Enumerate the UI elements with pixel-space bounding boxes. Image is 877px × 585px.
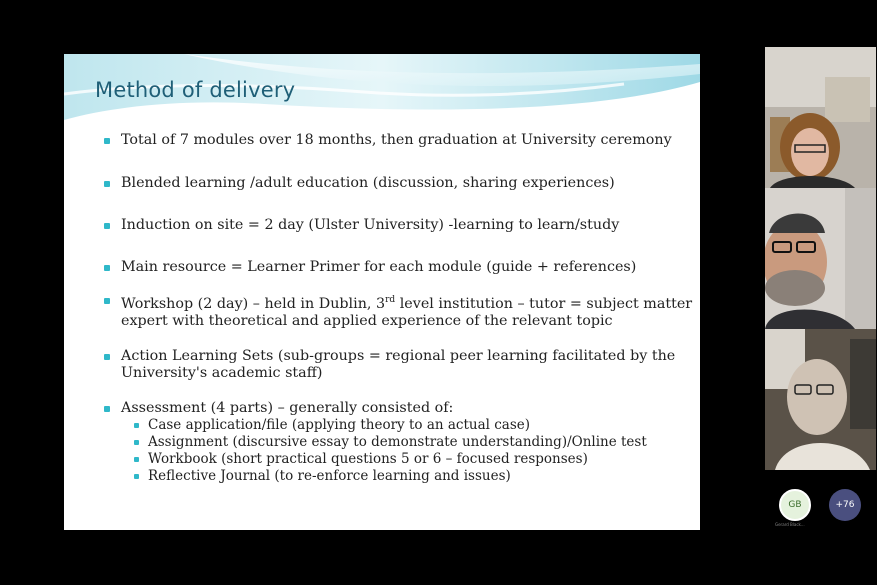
bullet-text: Total of 7 modules over 18 months, then graduation at University ceremony bbox=[121, 132, 672, 148]
participant-name-caption: Gerard Black... bbox=[775, 522, 805, 527]
bullet-text: Workshop (2 day) – held in Dublin, 3 bbox=[121, 295, 386, 312]
participant-video-3 bbox=[765, 329, 876, 470]
participant-avatar-gb[interactable] bbox=[779, 489, 811, 521]
video-tile-participant-1[interactable] bbox=[765, 47, 876, 188]
presentation-slide bbox=[64, 54, 700, 530]
bullet-item bbox=[104, 348, 696, 382]
bullet-item bbox=[104, 400, 696, 485]
bullet-item bbox=[104, 175, 696, 192]
sub-bullet-list bbox=[121, 417, 696, 485]
avatar-initials: GB bbox=[788, 500, 802, 510]
bullet-item bbox=[104, 217, 696, 234]
bullet-list bbox=[104, 132, 696, 485]
slide-title: Method of delivery bbox=[95, 78, 296, 102]
bullet-item bbox=[104, 292, 696, 330]
sub-bullet-item: Reflective Journal (to re-enforce learning and issues) bbox=[134, 468, 696, 485]
more-participants-count: +76 bbox=[835, 500, 855, 510]
bullet-text: Blended learning /adult education (discussion, sharing experiences) bbox=[121, 175, 615, 191]
participant-video-1 bbox=[765, 47, 876, 188]
sub-bullet-item: Assignment (discursive essay to demonstrate understanding)/Online test bbox=[134, 434, 696, 451]
participant-video-2 bbox=[765, 188, 876, 329]
bullet-item bbox=[104, 132, 696, 149]
bullet-text: Induction on site = 2 day (Ulster University) -learning to learn/study bbox=[121, 217, 620, 233]
bullet-text: Assessment (4 parts) – generally consisted of: bbox=[121, 399, 454, 416]
bullet-text: Action Learning Sets (sub-groups = regional peer learning facilitated by the University's academic staff) bbox=[121, 347, 676, 381]
bullet-item bbox=[104, 259, 696, 276]
bullet-text: level institution – tutor = subject matter expert with theoretical and applied experience of the relevant topic bbox=[121, 295, 693, 329]
participant-chips bbox=[775, 489, 875, 529]
video-tile-participant-3[interactable] bbox=[765, 329, 876, 470]
superscript: rd bbox=[385, 295, 396, 305]
sub-bullet-item: Workbook (short practical questions 5 or 6 – focused responses) bbox=[134, 451, 696, 468]
sub-bullet-item: Case application/file (applying theory to an actual case) bbox=[134, 417, 696, 434]
video-tile-participant-2[interactable] bbox=[765, 188, 876, 329]
more-participants-button[interactable] bbox=[829, 489, 861, 521]
bullet-text: Main resource = Learner Primer for each module (guide + references) bbox=[121, 259, 637, 275]
